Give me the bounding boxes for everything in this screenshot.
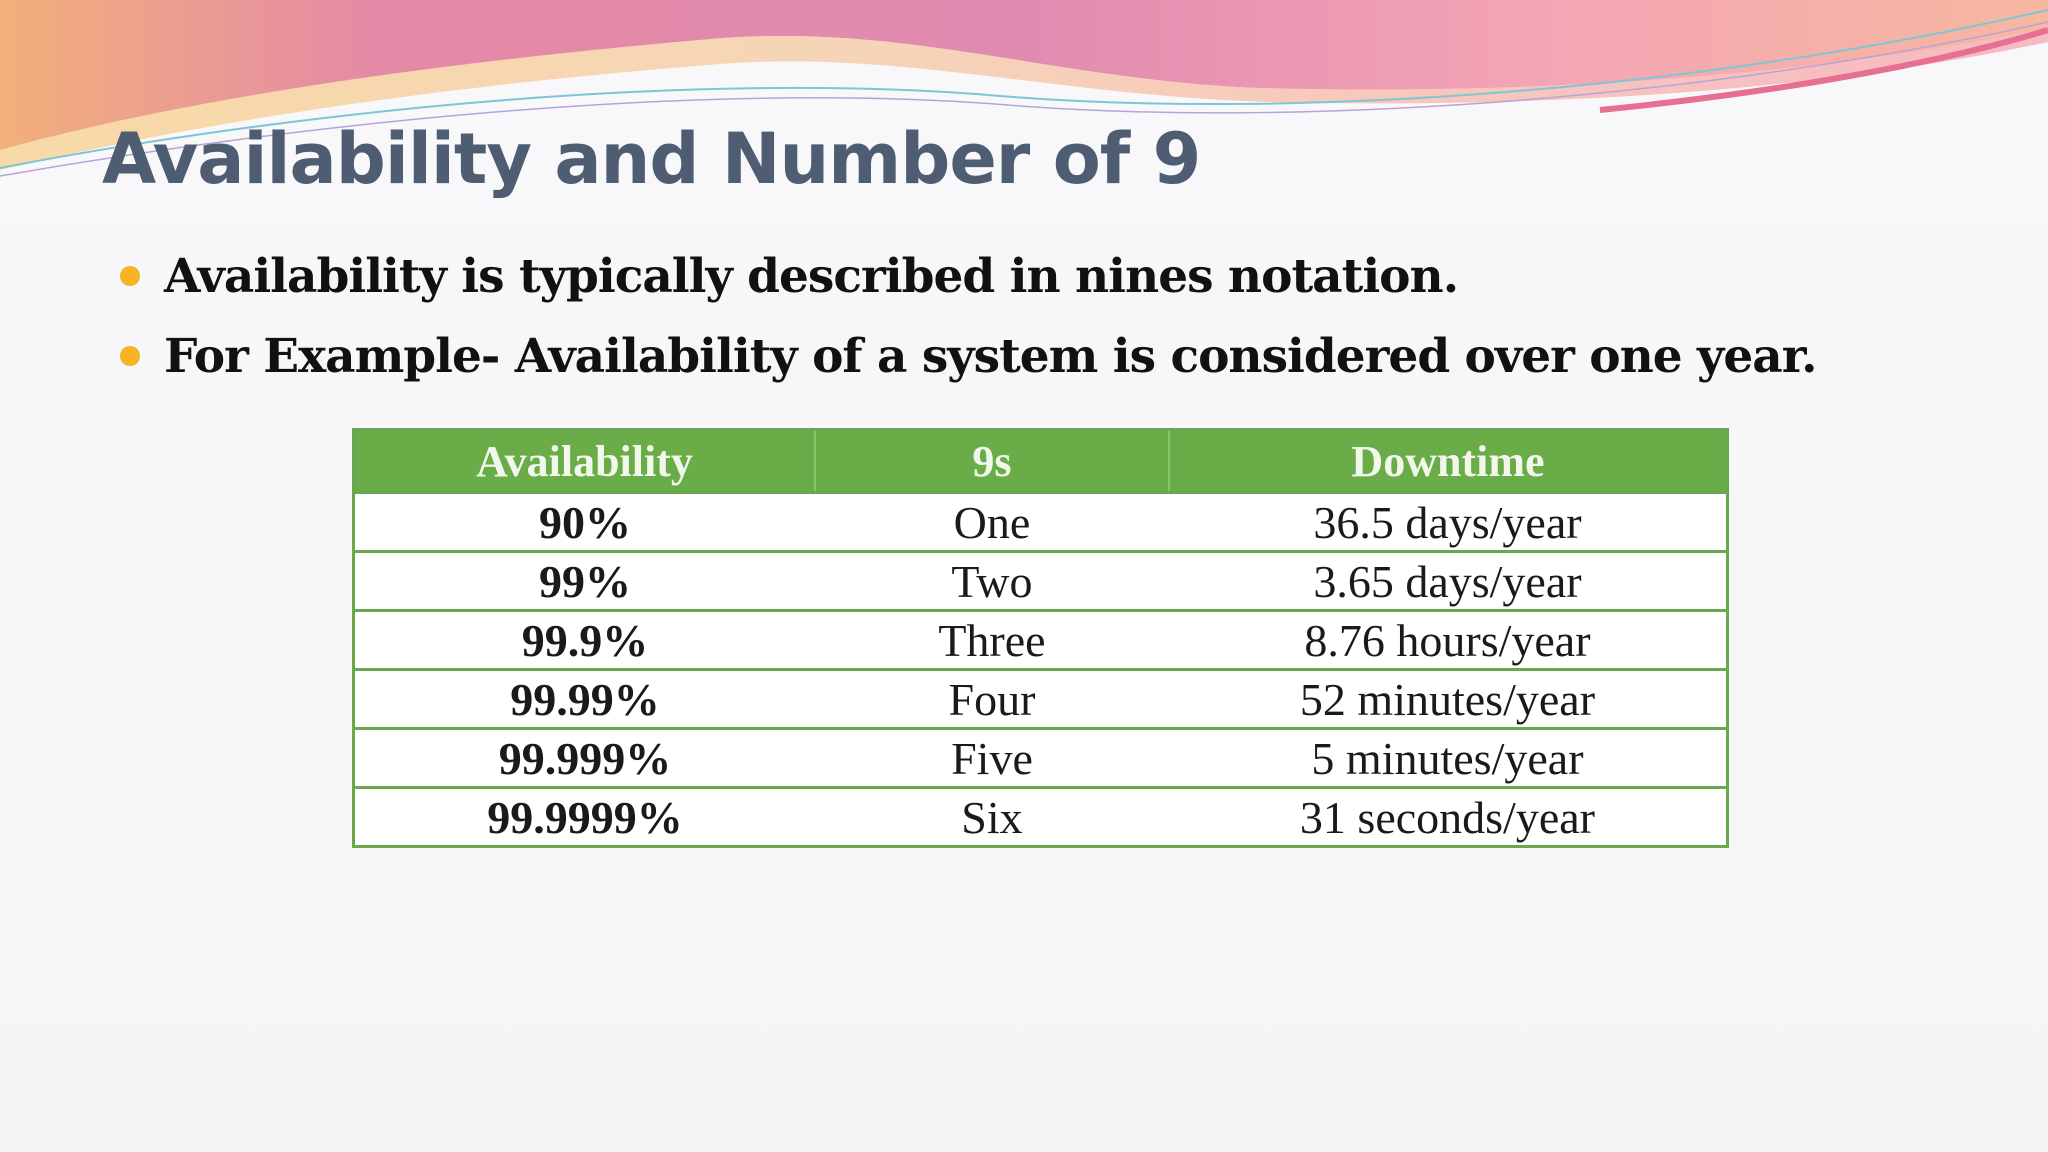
column-header-downtime: Downtime xyxy=(1169,430,1728,493)
availability-table xyxy=(352,428,1729,848)
cell-nines: Six xyxy=(815,788,1169,847)
cell-downtime: 8.76 hours/year xyxy=(1169,611,1728,670)
table-row xyxy=(354,670,1728,729)
cell-downtime: 52 minutes/year xyxy=(1169,670,1728,729)
bullet-marker-icon xyxy=(120,266,140,286)
bullet-marker-icon xyxy=(120,346,140,366)
cell-nines: One xyxy=(815,493,1169,552)
cell-availability: 90% xyxy=(354,493,816,552)
cell-nines: Three xyxy=(815,611,1169,670)
cell-availability: 99.9% xyxy=(354,611,816,670)
column-header-nines: 9s xyxy=(815,430,1169,493)
cell-availability: 99% xyxy=(354,552,816,611)
bullet-text: Availability is typically described in nines notation. xyxy=(164,248,1459,304)
bullet-item xyxy=(120,316,1817,396)
cell-availability: 99.9999% xyxy=(354,788,816,847)
table-row xyxy=(354,552,1728,611)
table-row xyxy=(354,788,1728,847)
bullet-list xyxy=(120,236,1817,396)
table-row xyxy=(354,611,1728,670)
bullet-text: For Example- Availability of a system is considered over one year. xyxy=(164,328,1817,384)
cell-downtime: 36.5 days/year xyxy=(1169,493,1728,552)
cell-availability: 99.99% xyxy=(354,670,816,729)
table-header-row xyxy=(354,430,1728,493)
cell-downtime: 5 minutes/year xyxy=(1169,729,1728,788)
table-row xyxy=(354,493,1728,552)
cell-nines: Four xyxy=(815,670,1169,729)
table-row xyxy=(354,729,1728,788)
slide-title: Availability and Number of 9 xyxy=(102,118,1201,200)
bullet-item xyxy=(120,236,1817,316)
cell-downtime: 31 seconds/year xyxy=(1169,788,1728,847)
cell-availability: 99.999% xyxy=(354,729,816,788)
cell-downtime: 3.65 days/year xyxy=(1169,552,1728,611)
cell-nines: Two xyxy=(815,552,1169,611)
column-header-availability: Availability xyxy=(354,430,816,493)
cell-nines: Five xyxy=(815,729,1169,788)
